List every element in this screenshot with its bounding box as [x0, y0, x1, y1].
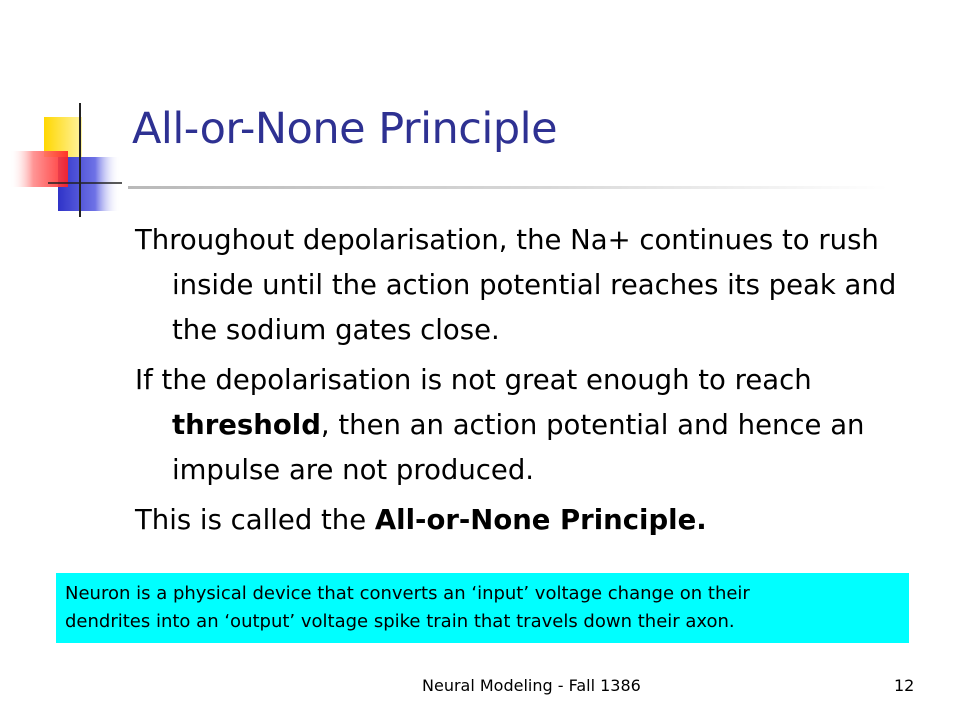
body-paragraph	[135, 498, 925, 543]
paragraph-text: If the depolarisation is not great enough to reach	[135, 364, 812, 396]
note-line: dendrites into an ‘output’ voltage spike train that travels down their axon.	[65, 611, 735, 632]
slide-body	[135, 218, 925, 548]
slide-title: All-or-None Principle	[132, 104, 558, 154]
paragraph-text: This is called the	[135, 504, 375, 536]
slide-footer	[0, 676, 960, 706]
footer-text: Neural Modeling - Fall 1386	[422, 676, 641, 695]
paragraph-text: Throughout depolarisation, the Na+ continues to rush inside until the action potential reaches its peak and the sodium gates close.	[135, 224, 897, 346]
bold-term: threshold	[172, 409, 321, 441]
note-line: Neuron is a physical device that converts an ‘input’ voltage change on their	[65, 583, 750, 604]
body-paragraph	[135, 218, 925, 353]
note-box	[56, 573, 909, 643]
page-number: 12	[894, 676, 915, 695]
paragraph-text: , then an action potential and hence an impulse are not produced.	[172, 409, 865, 486]
body-paragraph	[135, 358, 925, 493]
decorative-logo-icon	[0, 95, 130, 225]
title-divider	[128, 186, 888, 189]
bold-term: All-or-None Principle.	[374, 504, 707, 536]
